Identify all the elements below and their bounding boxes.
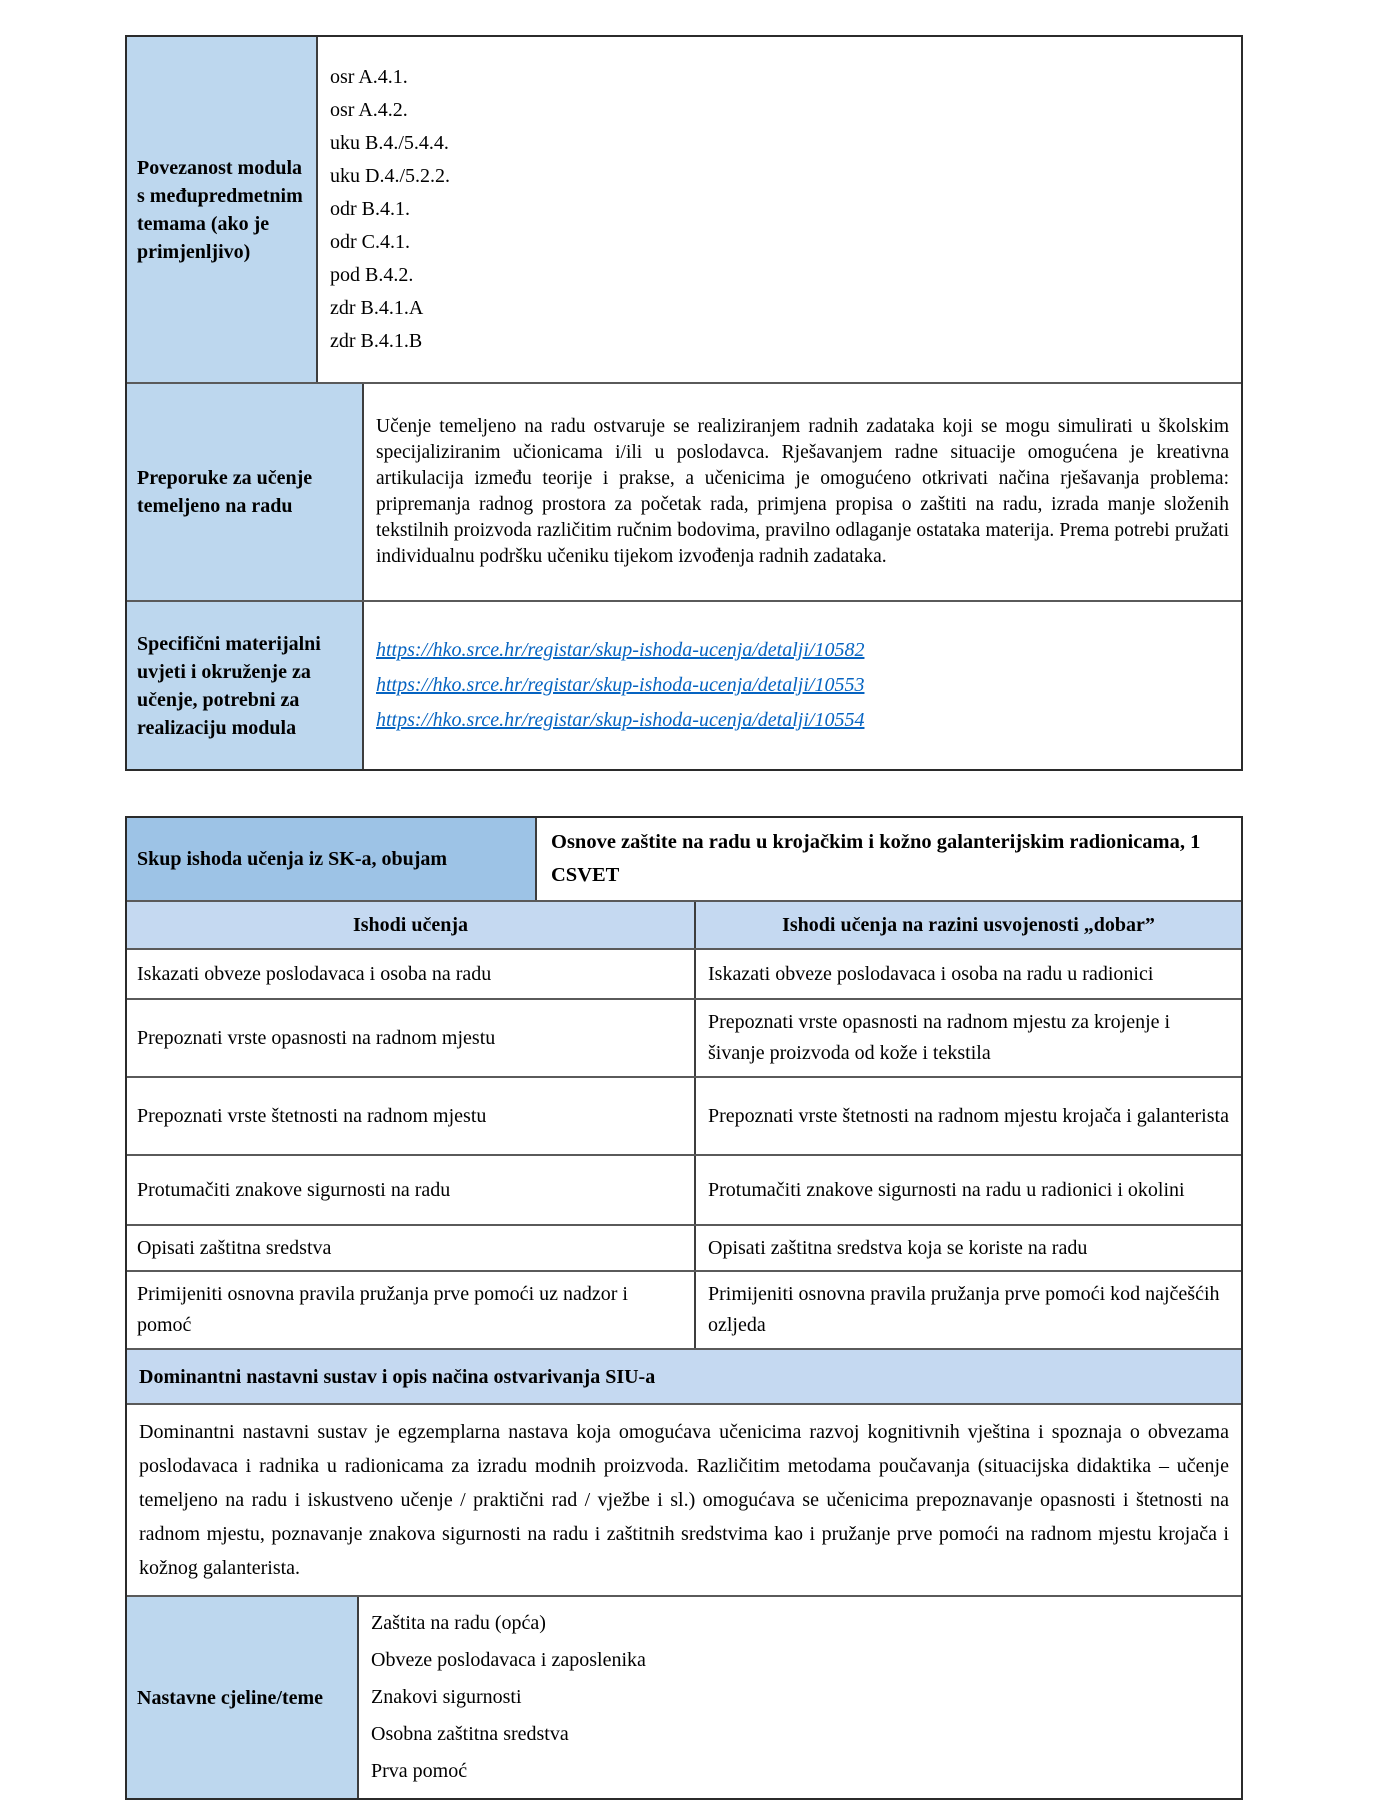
hko-registry-link[interactable]: https://hko.srce.hr/registar/skup-ishoda-ucenja/detalji/10553 bbox=[376, 674, 865, 696]
outcome-row bbox=[127, 998, 1241, 1076]
row-skup-ishoda bbox=[127, 818, 1241, 900]
dominantni-text-cell bbox=[127, 1405, 1241, 1595]
header-ishodi-dobar-label: Ishodi učenja na razini usvojenosti „dobar” bbox=[782, 914, 1155, 936]
skup-title-cell bbox=[537, 818, 1241, 900]
mpt-code: uku B.4./5.4.4. bbox=[330, 132, 449, 154]
outcomes-header-row bbox=[127, 900, 1241, 948]
specificni-label: Specifični materijalni uvjeti i okruženje za učenje, potrebni za realizaciju modula bbox=[137, 632, 321, 739]
row-specificni bbox=[127, 600, 1241, 769]
outcome-right-text: Iskazati obveze poslodavaca i osoba na radu u radionici bbox=[708, 962, 1154, 985]
row-dominantni-text bbox=[127, 1403, 1241, 1595]
learning-outcomes-table bbox=[125, 816, 1243, 1800]
preporuke-label: Preporuke za učenje temeljeno na radu bbox=[137, 467, 313, 517]
specificni-label-cell bbox=[127, 602, 364, 769]
hko-registry-link[interactable]: https://hko.srce.hr/registar/skup-ishoda-ucenja/detalji/10554 bbox=[376, 709, 865, 731]
outcome-left-cell bbox=[127, 1078, 696, 1154]
row-preporuke bbox=[127, 382, 1241, 600]
header-ishodi-ucenja bbox=[127, 902, 696, 948]
module-metadata-table bbox=[125, 35, 1243, 771]
nastavna-cjelina-item: Obveze poslodavaca i zaposlenika bbox=[371, 1649, 646, 1671]
mpt-code: zdr B.4.1.A bbox=[330, 297, 424, 319]
mpt-code: osr A.4.1. bbox=[330, 66, 408, 88]
nastavne-label: Nastavne cjeline/teme bbox=[137, 1686, 324, 1709]
header-ishodi-dobar bbox=[696, 902, 1241, 948]
nastavne-label-cell bbox=[127, 1597, 359, 1798]
outcome-left-text: Prepoznati vrste štetnosti na radnom mjestu bbox=[137, 1104, 487, 1127]
nastavna-cjelina-item: Zaštita na radu (opća) bbox=[371, 1612, 546, 1634]
povezanost-label-cell bbox=[127, 37, 318, 382]
povezanost-codes-cell bbox=[318, 37, 1241, 382]
dominantni-header-cell bbox=[127, 1350, 1241, 1403]
outcome-left-text: Primijeniti osnovna pravila pružanja prve pomoći uz nadzor i pomoć bbox=[137, 1283, 628, 1336]
specificni-links-cell bbox=[364, 602, 1241, 769]
skup-label-cell bbox=[127, 818, 537, 900]
dominantni-header-text: Dominantni nastavni sustav i opis načina ostvarivanja SIU-a bbox=[139, 1365, 656, 1388]
outcome-left-cell bbox=[127, 950, 696, 998]
table-gap bbox=[125, 771, 1243, 816]
outcome-row bbox=[127, 1076, 1241, 1154]
povezanost-label: Povezanost modula s međupredmetnim temama (ako je primjenljivo) bbox=[137, 156, 303, 263]
nastavne-items-cell bbox=[359, 1597, 1241, 1798]
outcome-left-cell bbox=[127, 1000, 696, 1076]
outcome-left-cell bbox=[127, 1226, 696, 1270]
outcome-right-cell bbox=[696, 1000, 1241, 1076]
dominantni-text: Dominantni nastavni sustav je egzemplarna nastava koja omogućava učenicima razvoj kognitivnih vještina i spoznaja o obvezama poslodavaca i radnika u radionicama za izradu modnih proizvoda. Različitim metodama poučavanja (situacijska didaktika – učenje temeljeno na radu i iskustveno učenje / praktični rad / vježbe i sl.) omogućava se učenicima prepoznavanje opasnosti i štetnosti na radnom mjestu, poznavanje znakova sigurnosti na radu i zaštitnih sredstvima kao i pružanje prve pomoći na radnom mjestu krojača i kožnog galanterista. bbox=[139, 1421, 1229, 1579]
outcome-left-text: Protumačiti znakove sigurnosti na radu bbox=[137, 1178, 451, 1201]
mpt-code: pod B.4.2. bbox=[330, 264, 414, 286]
mpt-code: odr C.4.1. bbox=[330, 231, 410, 253]
header-ishodi-ucenja-label: Ishodi učenja bbox=[352, 914, 469, 936]
mpt-code: uku D.4./5.2.2. bbox=[330, 165, 450, 187]
outcome-right-text: Protumačiti znakove sigurnosti na radu u radionici i okolini bbox=[708, 1178, 1185, 1201]
outcome-right-text: Prepoznati vrste štetnosti na radnom mjestu krojača i galanterista bbox=[708, 1104, 1229, 1127]
skup-title: Osnove zaštite na radu u krojačkim i kožno galanterijskim radionicama, 1 CSVET bbox=[551, 831, 1201, 886]
skup-label: Skup ishoda učenja iz SK-a, obujam bbox=[137, 848, 448, 870]
outcome-row bbox=[127, 1154, 1241, 1224]
outcome-right-text: Opisati zaštitna sredstva koja se koriste na radu bbox=[708, 1236, 1088, 1259]
mpt-code: zdr B.4.1.B bbox=[330, 330, 423, 352]
row-nastavne bbox=[127, 1595, 1241, 1798]
curriculum-document bbox=[125, 35, 1243, 1800]
preporuke-text: Učenje temeljeno na radu ostvaruje se realiziranjem radnih zadataka koji se mogu simulirati u školskim specijaliziranim učionicama i/ili u poslodavca. Rješavanjem radne situacije omogućena je kreativna artikulacija između teorije i prakse, a učenicima je omogućeno otkrivati načina rješavanja problema: pripremanja radnog prostora za početak rada, primjena propisa o zaštiti na radu, izrada manje složenih tekstilnih proizvoda različitim ručnim bodovima, pravilno odlaganje ostataka materija. Prema potrebi pružati individualnu podršku učeniku tijekom izvođenja radnih zadataka. bbox=[376, 416, 1229, 567]
preporuke-label-cell bbox=[127, 384, 364, 600]
mpt-code: osr A.4.2. bbox=[330, 99, 408, 121]
outcome-row bbox=[127, 1270, 1241, 1348]
outcome-row bbox=[127, 948, 1241, 998]
outcome-left-text: Opisati zaštitna sredstva bbox=[137, 1236, 332, 1259]
outcome-right-text: Primijeniti osnovna pravila pružanja prve pomoći kod najčešćih ozljeda bbox=[708, 1283, 1220, 1336]
mpt-code: odr B.4.1. bbox=[330, 198, 410, 220]
outcome-left-cell bbox=[127, 1272, 696, 1348]
outcome-right-cell bbox=[696, 1156, 1241, 1224]
row-povezanost bbox=[127, 37, 1241, 382]
outcome-left-cell bbox=[127, 1156, 696, 1224]
outcome-right-cell bbox=[696, 1078, 1241, 1154]
outcome-right-cell bbox=[696, 1226, 1241, 1270]
outcome-left-text: Iskazati obveze poslodavaca i osoba na radu bbox=[137, 962, 492, 985]
outcome-left-text: Prepoznati vrste opasnosti na radnom mjestu bbox=[137, 1026, 496, 1049]
outcome-row bbox=[127, 1224, 1241, 1270]
nastavna-cjelina-item: Prva pomoć bbox=[371, 1760, 468, 1782]
hko-registry-link[interactable]: https://hko.srce.hr/registar/skup-ishoda-ucenja/detalji/10582 bbox=[376, 639, 865, 661]
outcome-right-cell bbox=[696, 1272, 1241, 1348]
nastavna-cjelina-item: Znakovi sigurnosti bbox=[371, 1686, 522, 1708]
outcome-right-cell bbox=[696, 950, 1241, 998]
outcome-right-text: Prepoznati vrste opasnosti na radnom mjestu za krojenje i šivanje proizvoda od kože i tekstila bbox=[708, 1011, 1171, 1064]
preporuke-text-cell bbox=[364, 384, 1241, 600]
nastavna-cjelina-item: Osobna zaštitna sredstva bbox=[371, 1723, 569, 1745]
row-dominantni-header bbox=[127, 1348, 1241, 1403]
